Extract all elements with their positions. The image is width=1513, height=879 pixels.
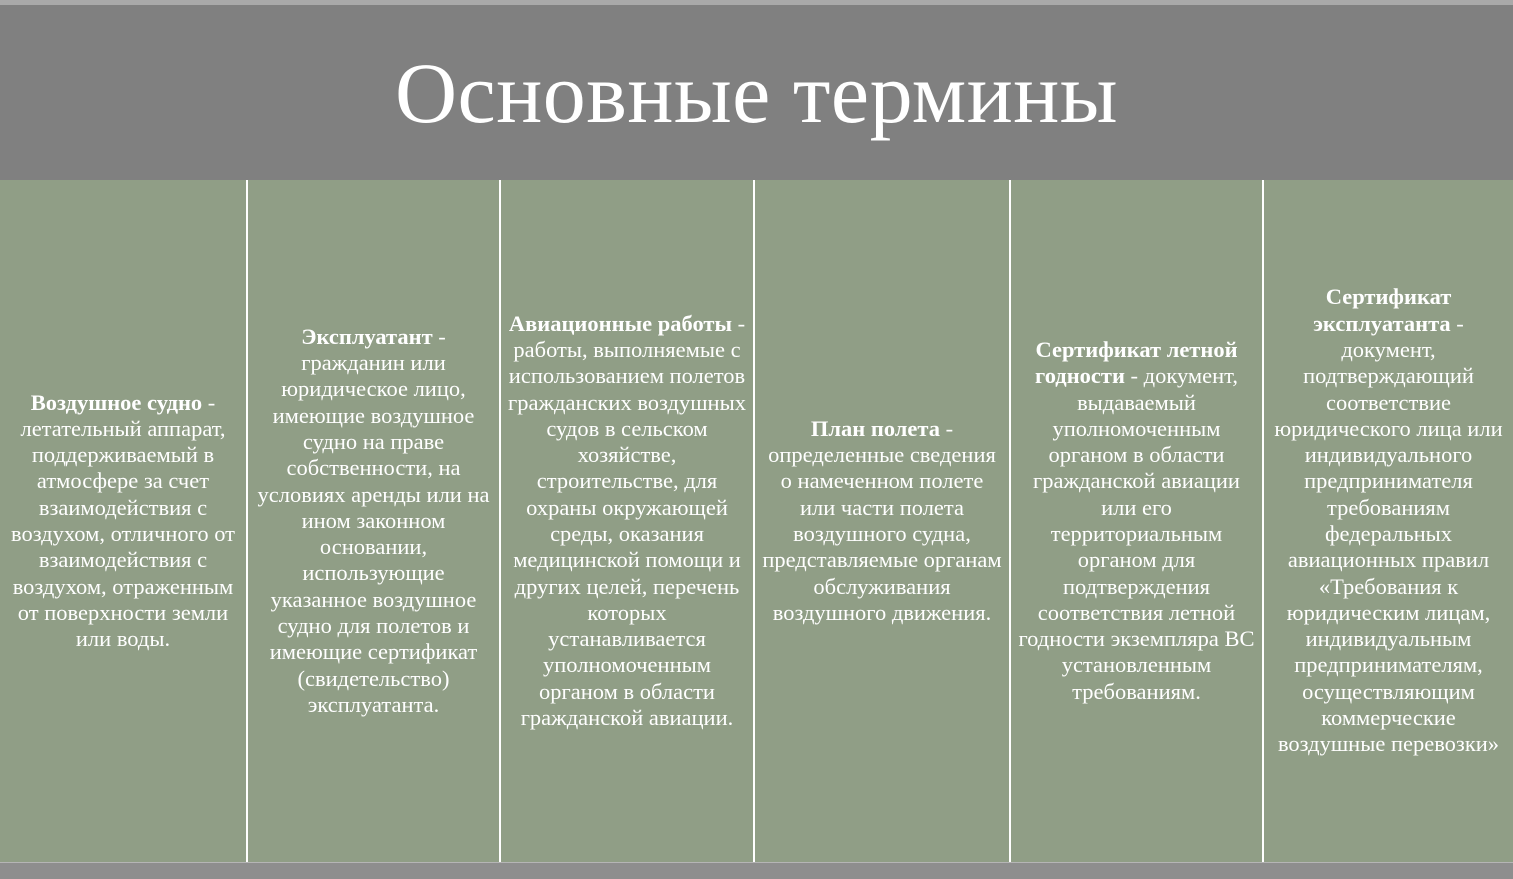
term-separator: - bbox=[1124, 363, 1144, 389]
term-text bbox=[254, 324, 493, 718]
term-separator: - bbox=[432, 323, 446, 349]
term-name: Воздушное судно bbox=[30, 389, 203, 415]
bottom-border bbox=[0, 862, 1513, 879]
term-definition: документ, выдаваемый уполномоченным органом в области гражданской авиации или его территориальным органом для подтверждения соответствия летной годности экземпляра ВС установленным требованиям. bbox=[1018, 363, 1255, 704]
term-separator: - bbox=[732, 310, 746, 336]
term-separator: - bbox=[202, 389, 216, 415]
term-definition: летательный аппарат, поддерживаемый в атмосфере за счет взаимодействия с воздухом, отличного от взаимодействия с воздухом, отраженным от поверхности земли или воды. bbox=[10, 415, 236, 652]
term-name: Сертификат эксплуатанта bbox=[1313, 284, 1452, 336]
term-separator: - bbox=[939, 415, 954, 441]
term-card-aircraft bbox=[0, 180, 246, 862]
term-card-operator-certificate bbox=[1264, 180, 1513, 862]
term-name: План полета bbox=[810, 415, 940, 441]
term-definition: гражданин или юридическое лицо, имеющие воздушное судно на праве собственности, на условиях аренды или на ином законном основании, использующие указанное воздушное судно для полетов и имеющие сертификат (свидетельство) эксплуатанта. bbox=[257, 350, 490, 717]
title-banner bbox=[0, 5, 1513, 180]
term-card-airworthiness-certificate bbox=[1011, 180, 1262, 862]
term-text bbox=[761, 416, 1003, 626]
term-text bbox=[1017, 337, 1256, 705]
term-card-aviation-works bbox=[501, 180, 753, 862]
term-separator: - bbox=[1450, 310, 1464, 336]
term-definition: работы, выполняемые с использованием полетов гражданских воздушных судов в сельском хозяйстве, строительстве, для охраны окружающей среды, оказания медицинской помощи и других целей, перечень которых устанавливается уполномоченным органом в области гражданской авиации. bbox=[508, 336, 746, 731]
term-definition: документ, подтверждающий соответствие юридического лица или индивидуального предпринимателя требованиям федеральных авиационных правил «Требования к юридическим лицам, индивидуальным предпринимателям, осуществляющим коммерческие воздушные перевозки» bbox=[1274, 336, 1503, 757]
page-title: Основные термины bbox=[394, 44, 1119, 141]
term-card-flight-plan bbox=[755, 180, 1009, 862]
term-text bbox=[507, 311, 747, 732]
term-name: Сертификат летной годности bbox=[1035, 336, 1238, 389]
terms-row bbox=[0, 180, 1513, 862]
term-definition: определенные сведения о намеченном полете или части полета воздушного судна, представляемые органам обслуживания воздушного движения. bbox=[762, 442, 1002, 625]
term-text bbox=[1270, 284, 1507, 757]
term-text bbox=[6, 390, 240, 653]
term-name: Эксплуатант bbox=[301, 323, 433, 349]
term-card-operator bbox=[248, 180, 499, 862]
term-name: Авиационные работы bbox=[508, 310, 733, 336]
